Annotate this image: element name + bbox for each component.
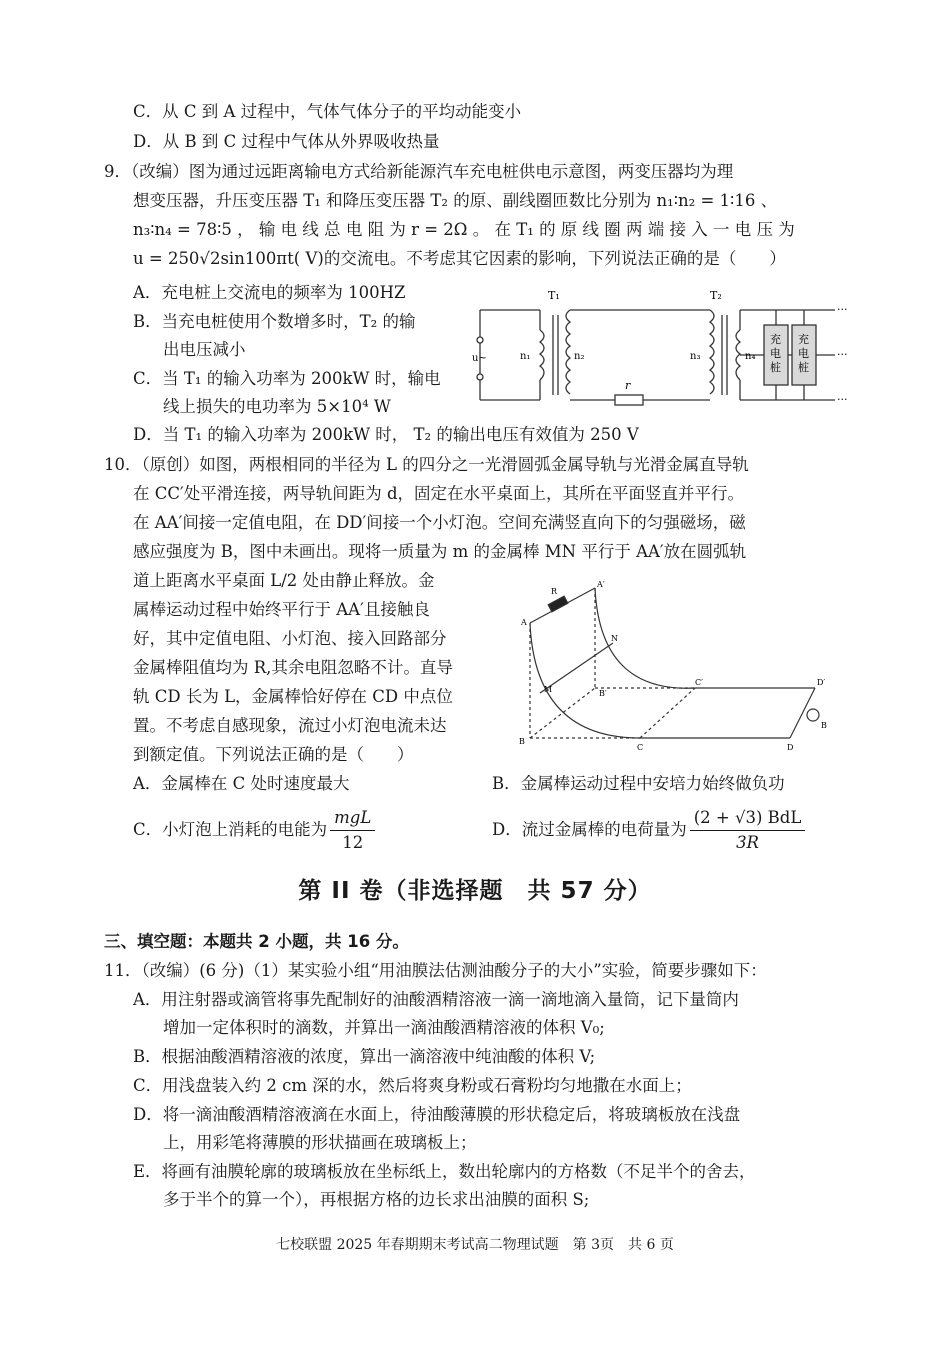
label-n: N — [611, 634, 618, 643]
q9-stem-line1: 9．（改编）图为通过远距离输电方式给新能源汽车充电桩供电示意图，两变压器均为理 — [104, 162, 734, 181]
q10-option-c-fraction — [330, 806, 375, 855]
r-label: r — [625, 379, 631, 392]
q10-stem-line2: 在 CC′处平滑连接，两导轨间距为 d，固定在水平桌面上，其所在平面竖直并平行。 — [133, 484, 745, 503]
q10-stem-line3: 在 AA′间接一定值电阻，在 DD′间接一个小灯泡。空间充满竖直向下的匀强磁场，磁 — [133, 513, 746, 532]
q10-stem-line9: 轨 CD 长为 L，金属棒恰好停在 CD 中点位 — [133, 687, 453, 706]
q10-option-d-fraction — [690, 806, 806, 855]
label-c: C — [637, 743, 644, 752]
q11-step-e1: E．将画有油膜轮廓的玻璃板放在坐标纸上，数出轮廓内的方格数（不足半个的舍去， — [133, 1162, 756, 1181]
q11-step-d1: D．将一滴油酸酒精溶液滴在水面上，待油酸薄膜的形状稳定后，将玻璃板放在浅盘 — [133, 1105, 741, 1124]
section-3-heading: 三、填空题：本题共 2 小题，共 16 分。 — [104, 932, 409, 951]
q11-step-d2: 上，用彩笔将薄膜的形状描画在玻璃板上； — [163, 1133, 477, 1152]
charging-pile-2: 充电桩 — [798, 333, 809, 374]
n1-label: n₁ — [520, 351, 531, 362]
q10-option-a: A．金属棒在 C 处时速度最大 — [133, 774, 350, 793]
label-m: M — [544, 685, 553, 694]
dots-top: ··· — [837, 303, 848, 316]
q9-option-a: A．充电桩上交流电的频率为 100HZ — [133, 283, 406, 302]
dots-bottom: ··· — [837, 393, 848, 406]
charging-pile-1: 充电桩 — [770, 333, 781, 374]
q9-option-c2: 线上损失的电功率为 5×10⁴ W — [163, 397, 391, 416]
label-b-prime: B′ — [599, 689, 607, 698]
q10-option-c — [133, 806, 378, 855]
q10-stem-line5: 道上距离水平桌面 L/2 处由静止释放。金 — [133, 571, 435, 590]
q9-stem-line2: 想变压器，升压变压器 T₁ 和降压变压器 T₂ 的原、副线圈匝数比分别为 n₁∶n₂ = 1∶16 、 — [133, 191, 778, 210]
n3-label: n₃ — [690, 351, 701, 362]
n4-label: n₄ — [745, 351, 756, 362]
n2-label: n₂ — [574, 351, 585, 362]
q11-step-a1: A．用注射器或滴管将事先配制好的油酸酒精溶液一滴一滴地滴入量筒，记下量筒内 — [133, 990, 739, 1009]
source-label: u~ — [472, 353, 487, 364]
q10-option-b: B．金属棒运动过程中安培力始终做负功 — [492, 774, 785, 793]
q10-stem-line6: 属棒运动过程中始终平行于 AA′且接触良 — [133, 600, 430, 619]
label-a: A — [521, 618, 527, 627]
page-footer: 七校联盟 2025 年春期期末考试高二物理试题 第 3页 共 6 页 — [276, 1237, 674, 1253]
q9-stem-line3: n₃∶n₄ = 78∶5 ， 输 电 线 总 电 阻 为 r = 2Ω 。 在 T₁ 的 原 线 圈 两 端 接 入 一 电 压 为 — [133, 220, 795, 239]
q9-stem-line4: u = 250√2sin100πt( V)的交流电。不考虑其它因素的影响，下列说法正确的是（ ） — [133, 249, 786, 268]
label-d: D — [787, 743, 794, 752]
q9-option-b1: B．当充电桩使用个数增多时，T₂ 的输 — [133, 312, 416, 331]
dots-mid: ··· — [837, 348, 848, 361]
t2-label: T₂ — [710, 289, 722, 302]
label-r: R — [551, 587, 558, 596]
q10-option-c-numerator: mgL — [330, 806, 375, 831]
q11-step-b: B．根据油酸酒精溶液的浓度，算出一滴溶液中纯油酸的体积 V; — [133, 1047, 596, 1066]
label-bulb: B — [821, 721, 827, 730]
q10-stem-line1: 10．（原创）如图，两根相同的半径为 L 的四分之一光滑圆弧金属导轨与光滑金属直导轨 — [104, 455, 749, 474]
section-2-title: 第 II 卷（非选择题 共 57 分） — [298, 878, 652, 904]
q10-stem-line8: 金属棒阻值均为 R,其余电阻忽略不计。直导 — [133, 658, 453, 677]
label-a-prime: A′ — [597, 580, 605, 589]
rail-diagram — [515, 578, 850, 753]
label-b: B — [519, 737, 525, 746]
q10-stem-line7: 好，其中定值电阻、小灯泡、接入回路部分 — [133, 629, 447, 648]
label-c-prime: C′ — [695, 678, 703, 687]
q9-option-b2: 出电压减小 — [163, 340, 246, 359]
q9-option-d: D．当 T₁ 的输入功率为 200kW 时， T₂ 的输出电压有效值为 250 V — [133, 425, 639, 444]
q11-step-a2: 增加一定体积时的滴数，并算出一滴油酸酒精溶液的体积 V₀; — [163, 1018, 605, 1037]
q11-step-c: C．用浅盘装入约 2 cm 深的水，然后将爽身粉或石膏粉均匀地撒在水面上； — [133, 1076, 692, 1095]
q10-option-c-denominator: 12 — [342, 833, 364, 852]
q10-option-d-numerator: (2 + √3) BdL — [690, 806, 806, 831]
q10-option-c-text: C．小灯泡上消耗的电能为 — [133, 820, 328, 839]
q8-option-c: C．从 C 到 A 过程中，气体气体分子的平均动能变小 — [133, 102, 522, 121]
q10-option-d — [492, 806, 808, 855]
transformer-circuit-diagram — [470, 285, 860, 415]
q11-step-e2: 多于半个的算一个），再根据方格的边长求出油膜的面积 S; — [163, 1190, 590, 1209]
label-d-prime: D′ — [817, 678, 826, 687]
q10-stem-line4: 感应强度为 B，图中未画出。现将一质量为 m 的金属棒 MN 平行于 AA′放在圆弧轨 — [133, 542, 747, 561]
t1-label: T₁ — [548, 289, 560, 302]
q10-option-d-text: D．流过金属棒的电荷量为 — [492, 820, 687, 839]
q9-option-c1: C．当 T₁ 的输入功率为 200kW 时，输电 — [133, 369, 441, 388]
q10-stem-line11: 到额定值。下列说法正确的是（ ） — [133, 745, 414, 764]
q8-option-d: D．从 B 到 C 过程中气体从外界吸收热量 — [133, 132, 440, 151]
q11-stem-line1: 11．（改编）(6 分)（1）某实验小组“用油膜法估测油酸分子的大小”实验，简要步骤如下： — [104, 961, 767, 980]
q10-option-d-denominator: 3R — [736, 833, 759, 852]
q10-stem-line10: 置。不考虑自感现象，流过小灯泡电流未达 — [133, 716, 447, 735]
